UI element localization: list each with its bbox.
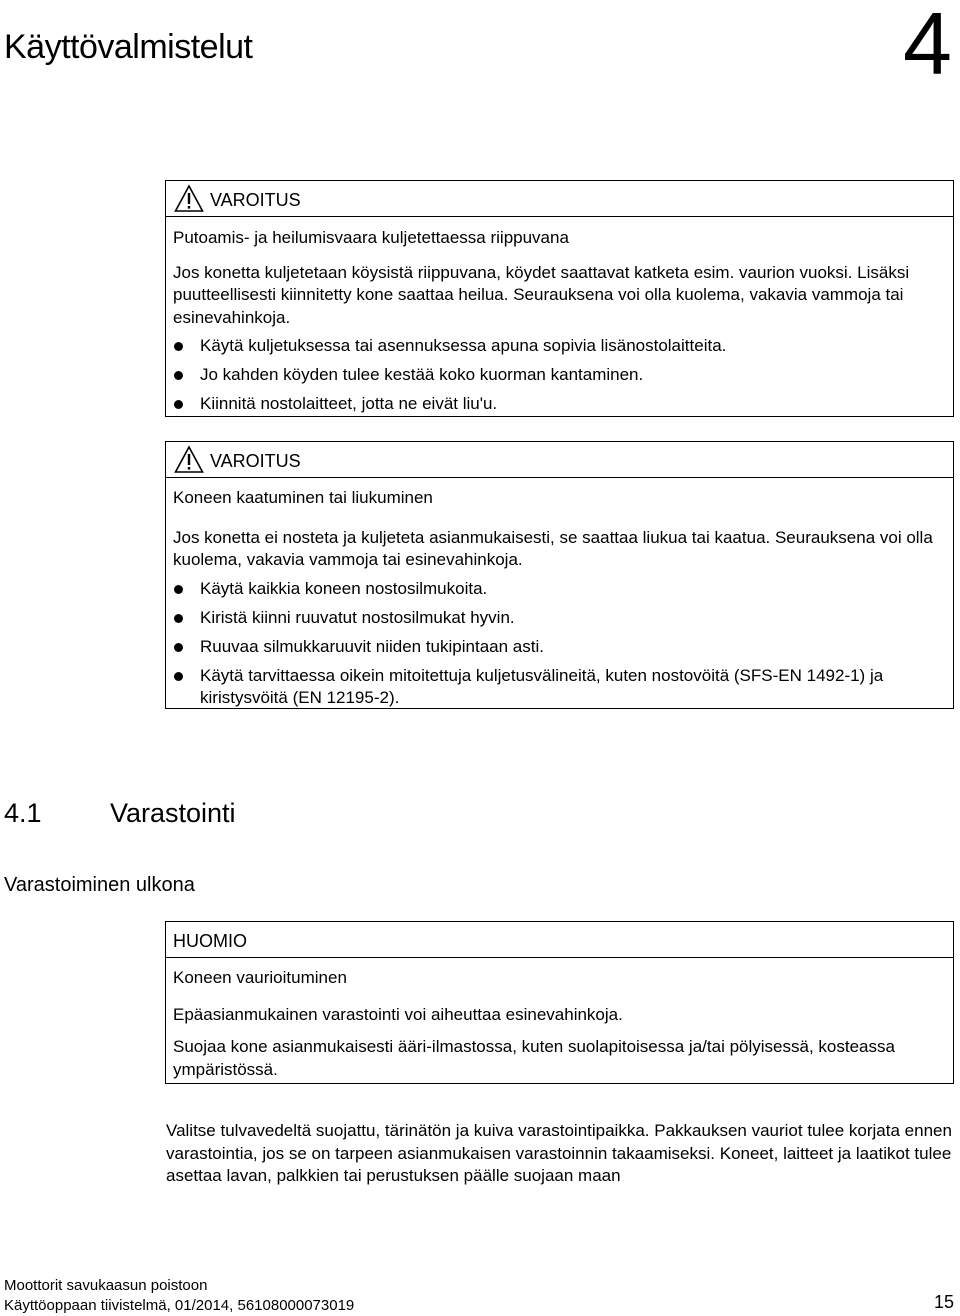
notice-title: Koneen vaurioituminen	[173, 968, 347, 987]
bullet-dot-icon	[174, 585, 183, 594]
bullet-item: Kiristä kiinni ruuvatut nostosilmukat hyvin.	[173, 607, 945, 630]
bullet-dot-icon	[174, 342, 183, 351]
bullet-item: Käytä kuljetuksessa tai asennuksessa apuna sopivia lisänostolaitteita.	[173, 335, 945, 358]
bullet-dot-icon	[174, 400, 183, 409]
notice-header	[166, 922, 953, 958]
notice-body	[166, 958, 953, 1089]
notice-label: HUOMIO	[173, 931, 247, 951]
chapter-title: Käyttövalmistelut	[4, 28, 253, 66]
warning-title: Koneen kaatuminen tai liukuminen	[173, 488, 433, 507]
warning-triangle-icon	[174, 184, 204, 214]
footer-line-2: Käyttöoppaan tiivistelmä, 01/2014, 56108000073019	[4, 1297, 355, 1314]
bullet-dot-icon	[174, 614, 183, 623]
sub-heading: Varastoiminen ulkona	[4, 874, 195, 896]
bullet-item: Käytä tarvittaessa oikein mitoitettuja kuljetusvälineitä, kuten nostovöitä (SFS-EN 1492-1) ja kiristysvöitä (EN 12195-2).	[173, 665, 945, 710]
warning-box-transport	[165, 180, 954, 417]
storage-paragraph: Valitse tulvavedeltä suojattu, tärinätön ja kuiva varastointipaikka. Pakkauksen vauriot tulee korjata ennen varastointia, jos se on tarpeen asianmukaisen varastoinnin takaamiseksi. Koneet, laitteet ja laatikot tulee asettaa lavan, palkkien tai perustuksen päälle suojaan maan	[166, 1121, 952, 1185]
notice-box	[165, 921, 954, 1084]
warning-body	[166, 217, 953, 430]
warning-text: Jos konetta kuljetetaan köysistä riippuvana, köydet saattavat katketa esim. vaurion vuoksi. Lisäksi puutteellisesti kiinnitetty kone saattaa heilua. Seurauksena voi olla kuolema, vakavia vammoja tai esinevahinkoja.	[173, 262, 910, 327]
section-heading	[4, 798, 236, 829]
warning-title: Putoamis- ja heilumisvaara kuljetettaessa riippuvana	[173, 228, 569, 247]
section-number: 4.1	[4, 798, 42, 828]
warning-bullet-list	[173, 578, 945, 710]
notice-text-1: Epäasianmukainen varastointi voi aiheuttaa esinevahinkoja.	[173, 1004, 623, 1024]
chapter-number: 4	[903, 0, 952, 93]
warning-box-tipping	[165, 441, 954, 709]
bullet-item: Käytä kaikkia koneen nostosilmukoita.	[173, 578, 945, 601]
footer-line-1: Moottorit savukaasun poistoon	[4, 1277, 208, 1294]
warning-text: Jos konetta ei nosteta ja kuljeteta asianmukaisesti, se saattaa liukua tai kaatua. Seurauksena voi olla kuolema, vakavia vammoja tai esinevahinkoja.	[173, 527, 933, 569]
bullet-dot-icon	[174, 371, 183, 380]
bullet-item: Ruuvaa silmukkaruuvit niiden tukipintaan asti.	[173, 636, 945, 659]
bullet-dot-icon	[174, 643, 183, 652]
warning-bullet-list	[173, 335, 945, 416]
warning-header	[166, 181, 953, 217]
bullet-dot-icon	[174, 672, 183, 681]
section-title: Varastointi	[110, 798, 236, 828]
notice-text-2: Suojaa kone asianmukaisesti ääri-ilmastossa, kuten suolapitoisessa ja/tai pölyisessä, kosteassa ympäristössä.	[173, 1037, 895, 1079]
bullet-item: Jo kahden köyden tulee kestää koko kuorman kantaminen.	[173, 364, 945, 387]
page-footer	[4, 1276, 354, 1316]
warning-label: VAROITUS	[210, 451, 301, 471]
warning-triangle-icon	[174, 445, 204, 475]
warning-label: VAROITUS	[210, 190, 301, 210]
bullet-item: Kiinnitä nostolaitteet, jotta ne eivät liu'u.	[173, 393, 945, 416]
page-number: 15	[933, 1292, 954, 1312]
warning-header	[166, 442, 953, 478]
warning-body	[166, 478, 953, 724]
